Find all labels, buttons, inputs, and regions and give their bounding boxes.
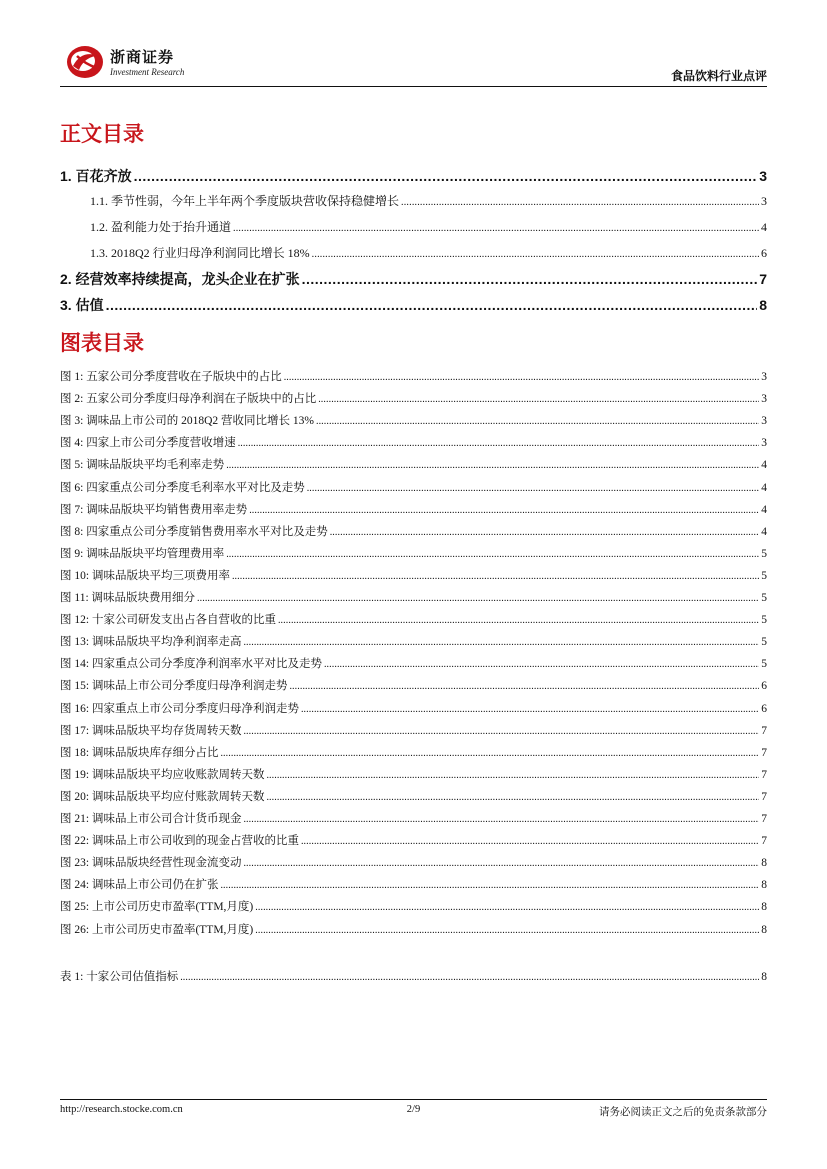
figure-page: 5 (761, 547, 767, 560)
toc-label: 1.1. 季节性弱，今年上半年两个季度版块营收保持稳健增长 (90, 194, 400, 208)
figure-number: 图 2: (60, 393, 84, 406)
leader-dots (324, 659, 759, 670)
leader-dots (301, 836, 759, 847)
leader-dots (312, 249, 759, 260)
figure-number: 图 16: (60, 702, 90, 715)
figure-page: 4 (761, 481, 767, 494)
toc-page: 6 (761, 246, 767, 260)
figure-number: 图 6: (60, 481, 84, 494)
figure-number: 图 15: (60, 680, 90, 693)
figure-caption (60, 368, 282, 384)
page-header (60, 40, 767, 86)
figure-page: 8 (761, 901, 767, 914)
leader-dots (233, 223, 759, 234)
figure-page: 7 (761, 813, 767, 825)
figure-page: 3 (761, 437, 767, 450)
figure-number: 图 20: (60, 790, 90, 803)
figure-number: 图 23: (60, 857, 90, 870)
logo-icon (65, 44, 105, 80)
toc-label: 1.2. 盈利能力处于抬升通道 (90, 220, 232, 234)
figure-number: 图 7: (60, 503, 84, 516)
figure-title: 调味品版块平均应收账款周转天数 (91, 768, 265, 781)
figure-caption (60, 390, 316, 406)
figure-number: 图 10: (60, 569, 90, 582)
leader-dots (180, 972, 759, 983)
toc-entry-1-2[interactable] (60, 218, 767, 235)
figure-page: 3 (761, 415, 767, 428)
toc-entry-3[interactable] (60, 295, 767, 315)
figure-number: 图 3: (60, 415, 84, 428)
figure-entry[interactable] (60, 744, 767, 760)
figure-title: 调味品版块经营性现金流变动 (91, 857, 242, 870)
figure-entry[interactable] (60, 700, 767, 716)
figure-entry[interactable] (60, 722, 767, 738)
figure-entry[interactable] (60, 479, 767, 495)
figure-entry[interactable] (60, 788, 767, 804)
leader-dots (226, 460, 759, 471)
leader-dots (243, 858, 759, 869)
report-type: 食品饮料行业点评 (670, 69, 767, 83)
figure-entry[interactable] (60, 434, 767, 450)
leader-dots (307, 483, 760, 494)
leader-dots (197, 593, 759, 604)
leader-dots (238, 438, 760, 449)
figure-number: 图 22: (60, 835, 90, 848)
figure-title: 调味品版块平均销售费用率走势 (86, 503, 248, 516)
leader-dots (249, 505, 759, 516)
toc-page: 4 (761, 220, 767, 234)
figure-number: 图 21: (60, 813, 90, 825)
leader-dots (226, 549, 759, 560)
figure-title: 调味品上市公司合计货币现金 (91, 813, 242, 825)
toc-title: 正文目录 (60, 122, 144, 146)
figure-entry[interactable] (60, 766, 767, 782)
leader-dots (255, 925, 759, 936)
figure-caption (60, 921, 253, 937)
figure-number: 图 12: (60, 614, 90, 627)
header-divider (60, 86, 767, 87)
toc-label: 3. 估值 (60, 297, 104, 313)
figure-entry[interactable] (60, 456, 767, 472)
leader-dots (106, 297, 758, 313)
figure-title: 调味品版块费用细分 (91, 592, 196, 604)
figure-entry[interactable] (60, 898, 767, 914)
figure-caption (60, 744, 218, 760)
leader-dots (232, 571, 759, 582)
figure-page: 6 (761, 702, 767, 715)
figure-caption (60, 523, 328, 539)
leader-dots (243, 726, 759, 737)
figure-number: 图 19: (60, 768, 90, 781)
figure-caption (60, 788, 264, 804)
figure-number: 图 26: (60, 923, 90, 936)
figure-page: 8 (761, 923, 767, 936)
figure-caption (60, 567, 230, 583)
figure-caption (60, 832, 299, 848)
figure-page: 5 (761, 592, 767, 604)
leader-dots (289, 681, 759, 692)
figure-entry[interactable] (60, 655, 767, 671)
table-title: 十家公司估值指标 (86, 971, 179, 983)
page-number: 2/9 (406, 1104, 421, 1115)
leader-dots (318, 394, 759, 405)
toc-entry-2[interactable] (60, 269, 767, 289)
brand-name-en: Investment Research (110, 67, 185, 77)
figure-title: 调味品上市公司收到的现金占营收的比重 (91, 835, 299, 848)
figure-page: 7 (761, 835, 767, 848)
figure-number: 图 5: (60, 459, 84, 472)
figure-number: 图 18: (60, 746, 90, 759)
leader-dots (266, 770, 759, 781)
figure-entry[interactable] (60, 545, 767, 561)
figure-caption (60, 677, 287, 693)
leader-dots (266, 792, 759, 803)
figure-title: 五家公司分季度归母净利润在子版块中的占比 (86, 393, 317, 406)
figure-caption (60, 876, 218, 892)
toc-entry-1-1[interactable] (60, 192, 767, 209)
figure-title: 上市公司历史市盈率(TTM,月度) (91, 923, 254, 936)
figure-title: 调味品版块平均净利润率走高 (91, 636, 242, 649)
figure-title: 调味品版块平均存货周转天数 (91, 724, 242, 737)
toc-entry-1[interactable] (60, 166, 767, 186)
figure-caption (60, 456, 224, 472)
toc-page: 7 (759, 271, 767, 287)
table-page: 8 (761, 971, 767, 983)
figure-page: 7 (761, 768, 767, 781)
figure-entry[interactable] (60, 677, 767, 693)
leader-dots (243, 637, 759, 648)
leader-dots (284, 372, 760, 383)
leader-dots (316, 416, 759, 427)
figure-caption (60, 501, 247, 517)
figure-number: 图 8: (60, 525, 84, 538)
figure-title: 四家上市公司分季度营收增速 (86, 437, 236, 450)
figure-title: 四家重点上市公司分季度归母净利润走势 (91, 702, 299, 715)
leader-dots (330, 527, 760, 538)
figure-page: 8 (761, 879, 767, 892)
figure-title: 调味品版块平均毛利率走势 (86, 459, 225, 472)
figure-number: 图 25: (60, 901, 90, 914)
figure-title: 上市公司历史市盈率(TTM,月度) (91, 901, 254, 914)
table-number: 表 1: (60, 971, 84, 983)
figure-entry[interactable] (60, 810, 767, 826)
figure-page: 7 (761, 724, 767, 737)
figure-title: 调味品上市公司的 2018Q2 营收同比增长 13% (86, 415, 314, 428)
figure-title: 四家重点公司分季度毛利率水平对比及走势 (86, 481, 305, 494)
figure-page: 8 (761, 857, 767, 870)
figure-caption (60, 434, 236, 450)
figure-caption (60, 810, 241, 826)
figure-caption (60, 898, 253, 914)
figure-caption (60, 633, 241, 649)
leader-dots (278, 615, 759, 626)
figure-entry[interactable] (60, 501, 767, 517)
figure-number: 图 4: (60, 437, 84, 450)
leader-dots (302, 271, 758, 287)
figure-page: 5 (761, 614, 767, 627)
figure-caption (60, 700, 299, 716)
toc-label: 1. 百花齐放 (60, 168, 132, 184)
figure-page: 5 (761, 658, 767, 671)
footer-url[interactable]: http://research.stocke.com.cn (60, 1104, 183, 1115)
figure-caption (60, 766, 264, 782)
figure-page: 6 (761, 680, 767, 693)
figure-title: 调味品版块平均三项费用率 (91, 569, 230, 582)
table-entry[interactable] (60, 968, 767, 984)
leader-dots (134, 168, 758, 184)
figure-number: 图 13: (60, 636, 90, 649)
leader-dots (220, 748, 759, 759)
brand-name-cn: 浙商证券 (110, 48, 175, 66)
figure-page: 3 (761, 371, 767, 383)
figure-title: 十家公司研发支出占各自营收的比重 (91, 614, 276, 627)
figure-caption (60, 854, 241, 870)
figure-number: 图 14: (60, 658, 90, 671)
figure-caption (60, 722, 241, 738)
figure-title: 四家重点公司分季度销售费用率水平对比及走势 (86, 525, 328, 538)
figure-caption (60, 479, 305, 495)
figure-number: 图 9: (60, 547, 84, 560)
figure-entry[interactable] (60, 589, 767, 605)
figure-caption (60, 589, 195, 605)
figure-entry[interactable] (60, 567, 767, 583)
leader-dots (220, 880, 759, 891)
figure-title: 调味品版块平均管理费用率 (86, 547, 225, 560)
toc-label: 2. 经营效率持续提高，龙头企业在扩张 (60, 271, 300, 287)
figure-entry[interactable] (60, 832, 767, 848)
figure-title: 调味品上市公司仍在扩张 (91, 879, 219, 892)
toc-page: 3 (759, 168, 767, 184)
figure-entry[interactable] (60, 390, 767, 406)
figure-caption (60, 545, 224, 561)
figure-entry[interactable] (60, 633, 767, 649)
figure-page: 3 (761, 393, 767, 406)
toc-entry-1-3[interactable] (60, 244, 767, 261)
figure-page: 5 (761, 569, 767, 582)
figure-page: 7 (761, 746, 767, 759)
table-caption (60, 968, 178, 984)
figure-number: 图 11: (60, 592, 89, 604)
figure-page: 5 (761, 636, 767, 649)
figure-title: 调味品版块库存细分占比 (91, 746, 219, 759)
figure-number: 图 24: (60, 879, 90, 892)
footer-divider (60, 1099, 767, 1100)
footer-disclaimer: 请务必阅读正文之后的免责条款部分 (599, 1107, 767, 1118)
figure-caption (60, 412, 314, 428)
figure-title: 四家重点公司分季度净利润率水平对比及走势 (91, 658, 322, 671)
figure-title: 五家公司分季度营收在子版块中的占比 (86, 371, 282, 383)
leader-dots (401, 197, 759, 208)
leader-dots (255, 902, 759, 913)
figure-entry[interactable] (60, 368, 767, 384)
figure-number: 图 1: (60, 371, 84, 383)
figure-entry[interactable] (60, 523, 767, 539)
figures-title: 图表目录 (60, 331, 144, 355)
figure-page: 4 (761, 459, 767, 472)
figure-entry[interactable] (60, 611, 767, 627)
figure-entry[interactable] (60, 412, 767, 428)
figure-entry[interactable] (60, 921, 767, 937)
toc-page: 3 (761, 194, 767, 208)
figure-entry[interactable] (60, 876, 767, 892)
figure-title: 调味品版块平均应付账款周转天数 (91, 790, 265, 803)
figure-page: 7 (761, 790, 767, 803)
toc-page: 8 (759, 297, 767, 313)
figure-number: 图 17: (60, 724, 90, 737)
leader-dots (243, 814, 759, 825)
figure-caption (60, 655, 322, 671)
figure-title: 调味品上市公司分季度归母净利润走势 (91, 680, 288, 693)
figure-page: 4 (761, 503, 767, 516)
figure-entry[interactable] (60, 854, 767, 870)
toc-label: 1.3. 2018Q2 行业归母净利润同比增长 18% (90, 246, 310, 260)
leader-dots (301, 704, 759, 715)
figure-caption (60, 611, 276, 627)
figure-page: 4 (761, 525, 767, 538)
